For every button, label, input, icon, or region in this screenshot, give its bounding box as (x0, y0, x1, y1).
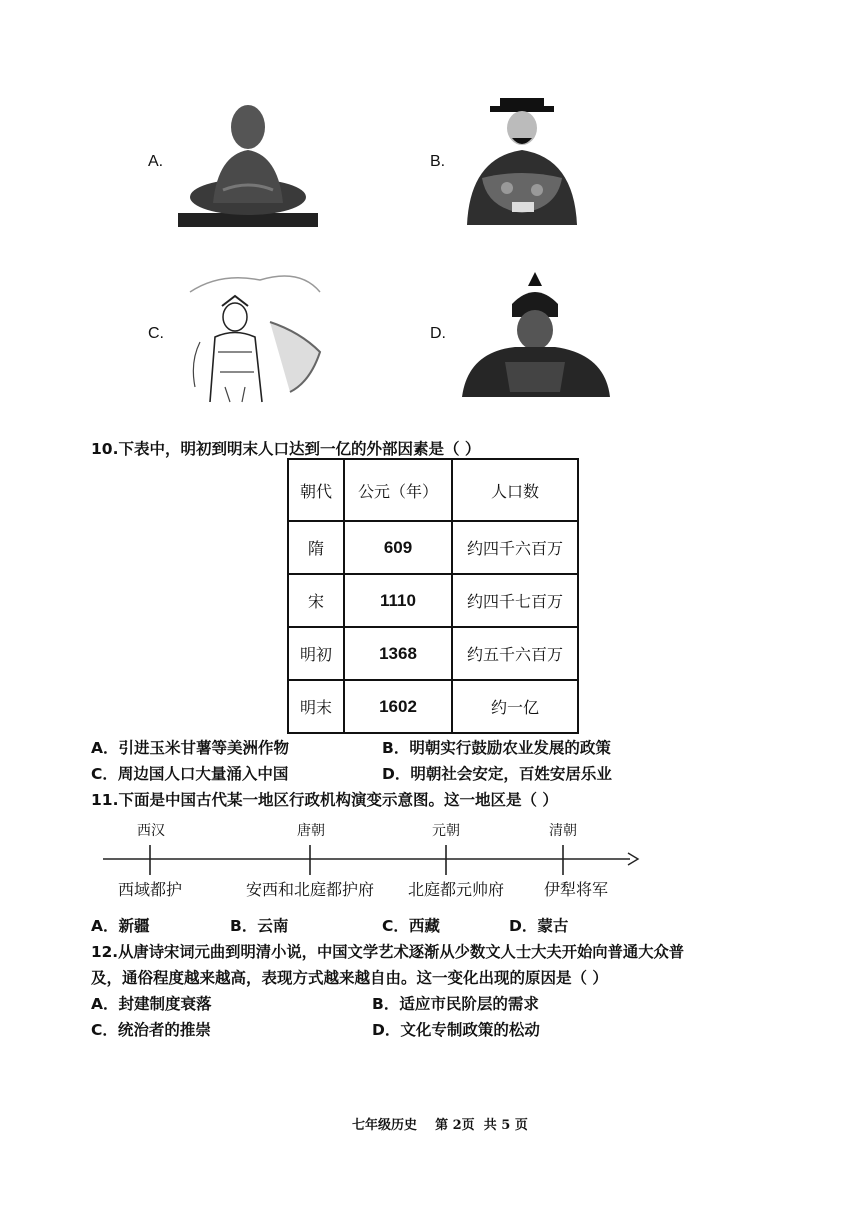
table-row (288, 574, 578, 627)
q10-option-d[interactable]: D．明朝社会安定，百姓安居乐业 (382, 765, 612, 783)
timeline-period: 西汉 (137, 823, 165, 839)
option-a-label: A. (148, 153, 164, 170)
table-cell-population: 约四千六百万 (452, 521, 578, 574)
table-header-cell: 公元（年） (344, 459, 452, 521)
table-header-cell: 人口数 (452, 459, 578, 521)
table-header-row (288, 459, 578, 521)
q12-option-a[interactable]: A．封建制度衰落 (91, 995, 212, 1013)
table-cell-dynasty: 隋 (288, 521, 344, 574)
q12-stem-line1: 12.从唐诗宋词元曲到明清小说，中国文学艺术逐渐从少数文人士大夫开始向普通大众普 (91, 943, 685, 961)
table-row (288, 627, 578, 680)
page-footer: 七年级历史 第 2页 共 5 页 (352, 1118, 528, 1133)
table-cell-population: 约五千六百万 (452, 627, 578, 680)
timeline-institution: 伊犁将军 (543, 880, 608, 899)
q12-stem-line2: 及，通俗程度越来越高，表现方式越来越自由。这一变化出现的原因是（ ） (91, 969, 608, 987)
timeline-institution: 西域都护 (117, 880, 182, 899)
timeline-period: 元朝 (432, 823, 460, 839)
table-cell-dynasty: 明初 (288, 627, 344, 680)
table-cell-population: 约四千七百万 (452, 574, 578, 627)
q12-option-b[interactable]: B．适应市民阶层的需求 (372, 995, 539, 1013)
q10-option-a[interactable]: A．引进玉米甘薯等美洲作物 (91, 739, 289, 757)
q10-option-b[interactable]: B．明朝实行鼓励农业发展的政策 (382, 739, 611, 757)
q11-option-b[interactable]: B．云南 (230, 917, 289, 935)
table-cell-year: 1368 (344, 627, 452, 680)
q11-option-d[interactable]: D．蒙古 (509, 917, 569, 935)
timeline-institution: 安西和北庭都护府 (245, 880, 374, 899)
timeline-axis (100, 845, 645, 875)
option-d-label: D. (430, 325, 446, 342)
table-cell-year: 1602 (344, 680, 452, 733)
q12-option-d[interactable]: D．文化专制政策的松动 (372, 1021, 540, 1039)
robed-official-portrait-image (462, 98, 582, 225)
table-row (288, 680, 578, 733)
q11-option-a[interactable]: A．新疆 (91, 917, 150, 935)
table-cell-year: 609 (344, 521, 452, 574)
q11-option-c[interactable]: C．西藏 (382, 917, 440, 935)
table-cell-population: 约一亿 (452, 680, 578, 733)
table-cell-dynasty: 明末 (288, 680, 344, 733)
q10-option-c[interactable]: C．周边国人口大量涌入中国 (91, 765, 289, 783)
table-cell-dynasty: 宋 (288, 574, 344, 627)
option-c-label: C. (148, 325, 164, 342)
sketched-general-figure-image (180, 262, 325, 407)
q12-option-c[interactable]: C．统治者的推崇 (91, 1021, 211, 1039)
population-table (287, 458, 579, 734)
seated-buddhist-statue-image (178, 95, 318, 230)
timeline-period: 唐朝 (297, 823, 325, 839)
table-header-cell: 朝代 (288, 459, 344, 521)
q11-stem: 11.下面是中国古代某一地区行政机构演变示意图。这一地区是（ ） (91, 791, 558, 809)
armored-general-statue-image (460, 272, 612, 397)
option-b-label: B. (430, 153, 446, 170)
table-cell-year: 1110 (344, 574, 452, 627)
timeline-institution: 北庭都元帅府 (407, 880, 504, 899)
table-row (288, 521, 578, 574)
q10-stem: 10.下表中，明初到明末人口达到一亿的外部因素是（ ） (91, 440, 481, 458)
timeline-period: 清朝 (549, 823, 577, 839)
